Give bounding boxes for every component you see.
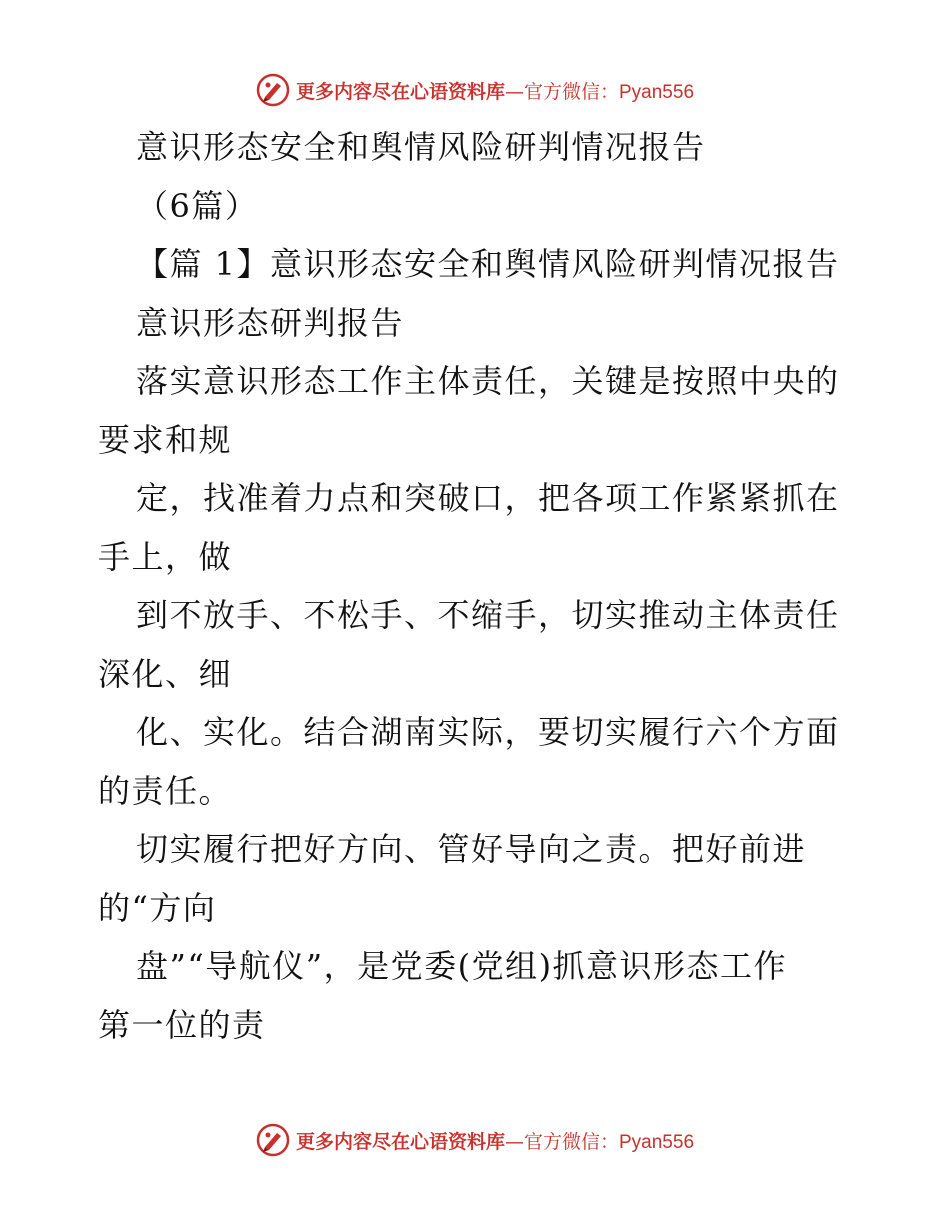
banner-wechat-id: Pyan556	[619, 1131, 695, 1153]
paragraph-line: 化、实化。结合湖南实际，要切实履行六个方面	[136, 713, 840, 751]
paragraph-line: 落实意识形态工作主体责任，关键是按照中央的	[136, 362, 840, 400]
footer-banner	[0, 1120, 950, 1160]
paragraph-line: 要求和规	[98, 420, 233, 459]
banner-wechat-label: 官方微信：	[523, 1130, 619, 1153]
paragraph-line: 手上，做	[98, 537, 233, 576]
banner-text	[296, 1127, 694, 1154]
section-subtitle: 意识形态研判报告	[136, 303, 405, 342]
paragraph-line: 第一位的责	[98, 1005, 266, 1044]
banner-dash: —	[504, 1130, 524, 1153]
banner-dash: —	[504, 80, 524, 103]
paragraph-line: 切实履行把好方向、管好导向之责。把好前进	[136, 830, 807, 868]
banner-wechat-id: Pyan556	[619, 81, 695, 103]
paragraph-line: 定，找准着力点和突破口，把各项工作紧紧抓在	[136, 479, 840, 517]
section-heading: 【篇 1】意识形态安全和舆情风险研判情况报告	[136, 245, 840, 283]
document-subtitle: （6篇）	[136, 186, 259, 225]
red-pen-circle-logo-icon	[256, 73, 290, 107]
paragraph-line: 深化、细	[98, 654, 233, 693]
paragraph-line: 的责任。	[98, 771, 233, 810]
paragraph-line: 到不放手、不松手、不缩手，切实推动主体责任	[136, 596, 840, 634]
banner-text	[296, 77, 694, 104]
banner-content	[256, 73, 694, 107]
red-pen-circle-logo-icon	[256, 1123, 290, 1157]
paragraph-line: 盘”“导航仪”，是党委(党组)抓意识形态工作	[136, 947, 788, 985]
banner-content	[256, 1123, 694, 1157]
document-body	[98, 118, 858, 1054]
paragraph-line: 的“方向	[98, 888, 217, 927]
banner-site-text: 更多内容尽在心语资料库	[295, 80, 505, 103]
header-banner	[0, 70, 950, 110]
banner-site-text: 更多内容尽在心语资料库	[295, 1130, 505, 1153]
document-title: 意识形态安全和舆情风险研判情况报告	[136, 128, 706, 166]
banner-wechat-label: 官方微信：	[523, 80, 619, 103]
